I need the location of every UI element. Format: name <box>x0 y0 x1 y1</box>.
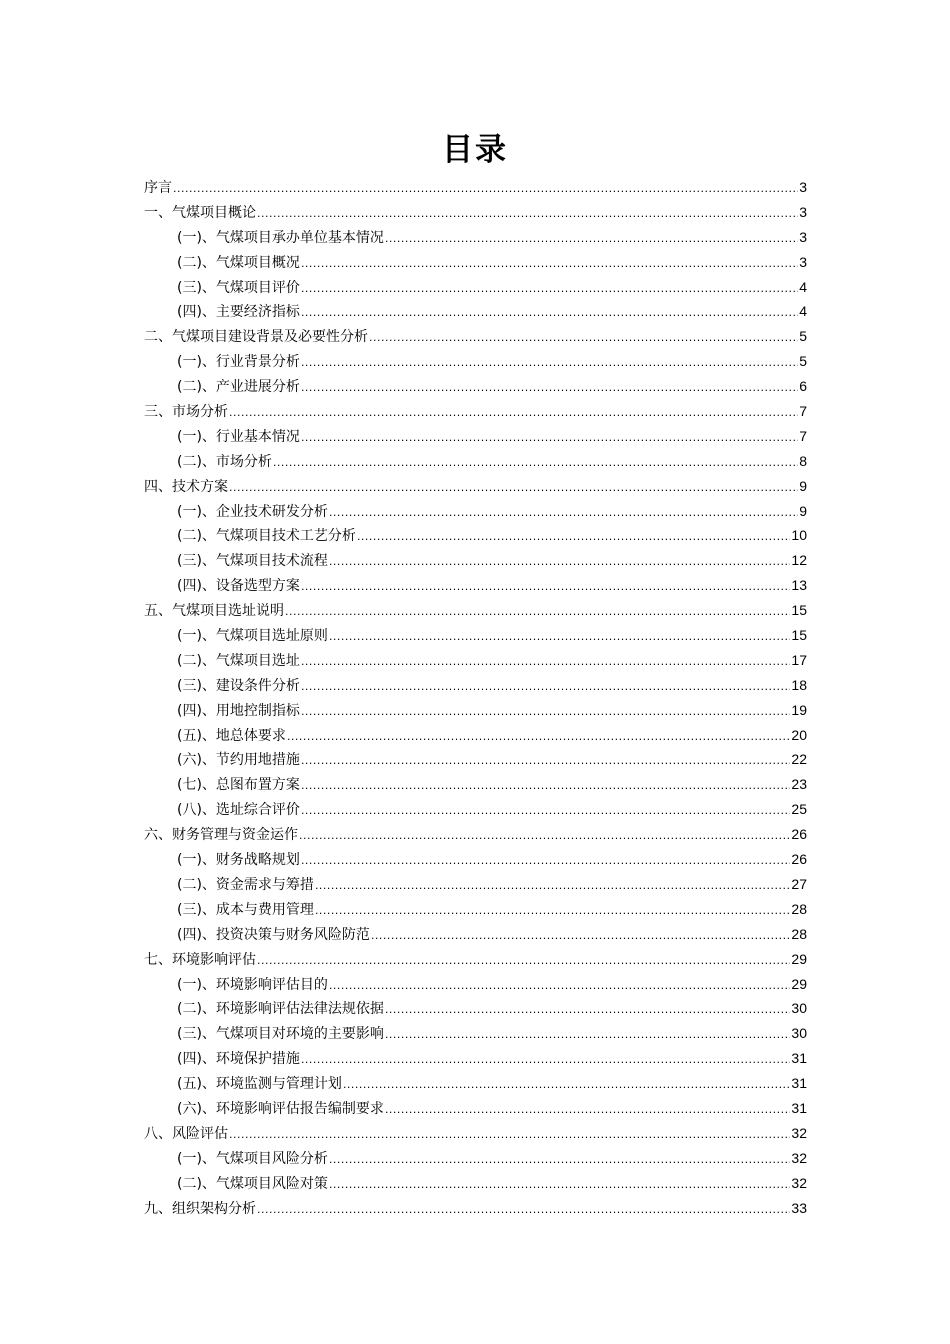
toc-section-entry[interactable] <box>144 1171 807 1196</box>
toc-dot-leader <box>229 1123 790 1148</box>
toc-entry-label: 七、环境影响评估 <box>144 951 256 968</box>
toc-dot-leader <box>301 376 798 401</box>
toc-dot-leader <box>229 476 798 501</box>
toc-page-number: 28 <box>791 925 807 942</box>
toc-section-entry[interactable] <box>144 250 807 275</box>
toc-dot-leader <box>285 600 790 625</box>
toc-entry-label: (三)、成本与费用管理 <box>177 901 314 918</box>
toc-entry-label: (二)、产业进展分析 <box>177 379 300 396</box>
toc-entry-label: (二)、环境影响评估法律法规依据 <box>177 1001 384 1018</box>
toc-entry-label: (四)、用地控制指标 <box>177 702 300 719</box>
toc-chapter-entry[interactable] <box>144 598 807 623</box>
toc-section-entry[interactable] <box>144 1046 807 1071</box>
toc-page-number: 31 <box>791 1099 807 1116</box>
toc-entry-label: (三)、建设条件分析 <box>177 677 300 694</box>
toc-entry-label: (二)、资金需求与筹措 <box>177 876 314 893</box>
toc-entry-label: (一)、气煤项目选址原则 <box>177 628 328 645</box>
toc-page-number: 29 <box>791 975 807 992</box>
toc-entry-label: (一)、企业技术研发分析 <box>177 503 328 520</box>
toc-chapter-entry[interactable] <box>144 175 807 200</box>
toc-page-number: 29 <box>791 950 807 967</box>
toc-section-entry[interactable] <box>144 772 807 797</box>
toc-dot-leader <box>273 451 798 476</box>
toc-page-number: 3 <box>799 203 807 220</box>
toc-dot-leader <box>329 550 790 575</box>
toc-page-number: 15 <box>791 602 807 619</box>
toc-section-entry[interactable] <box>144 698 807 723</box>
toc-page-number: 33 <box>791 1199 807 1216</box>
toc-entry-label: (四)、投资决策与财务风险防范 <box>177 926 370 943</box>
toc-section-entry[interactable] <box>144 523 807 548</box>
toc-entry-label: (三)、气煤项目对环境的主要影响 <box>177 1026 384 1043</box>
toc-page-number: 30 <box>791 1000 807 1017</box>
toc-page-number: 26 <box>791 826 807 843</box>
toc-page-number: 5 <box>799 353 807 370</box>
toc-section-entry[interactable] <box>144 847 807 872</box>
toc-entry-label: 序言 <box>144 180 172 196</box>
toc-page-number: 9 <box>799 477 807 494</box>
toc-entry-label: (四)、主要经济指标 <box>177 304 300 321</box>
toc-dot-leader <box>287 725 790 750</box>
toc-section-entry[interactable] <box>144 225 807 250</box>
toc-entry-label: (一)、环境影响评估目的 <box>177 976 328 993</box>
toc-dot-leader <box>301 799 790 824</box>
toc-dot-leader <box>229 401 798 426</box>
toc-dot-leader <box>329 974 790 999</box>
toc-section-entry[interactable] <box>144 449 807 474</box>
toc-dot-leader <box>301 1048 790 1073</box>
toc-section-entry[interactable] <box>144 1071 807 1096</box>
toc-chapter-entry[interactable] <box>144 399 807 424</box>
toc-page-number: 22 <box>791 751 807 768</box>
toc-dot-leader <box>173 177 798 202</box>
toc-entry-label: 六、财务管理与资金运作 <box>144 827 298 844</box>
toc-page-number: 23 <box>791 776 807 793</box>
toc-chapter-entry[interactable] <box>144 200 807 225</box>
toc-entry-label: (一)、财务战略规划 <box>177 852 300 869</box>
toc-dot-leader <box>301 426 798 451</box>
toc-page-number: 32 <box>791 1124 807 1141</box>
toc-page-number: 13 <box>791 577 807 594</box>
toc-section-entry[interactable] <box>144 897 807 922</box>
toc-section-entry[interactable] <box>144 1096 807 1121</box>
toc-entry-label: (一)、行业背景分析 <box>177 354 300 371</box>
toc-dot-leader <box>301 849 790 874</box>
toc-dot-leader <box>301 575 790 600</box>
toc-entry-label: 五、气煤项目选址说明 <box>144 603 284 620</box>
toc-dot-leader <box>301 774 790 799</box>
toc-page-number: 3 <box>799 228 807 245</box>
toc-page-number: 32 <box>791 1149 807 1166</box>
toc-entry-label: (二)、气煤项目概况 <box>177 254 300 271</box>
toc-entry-label: (三)、气煤项目评价 <box>177 279 300 296</box>
toc-page-number: 25 <box>791 801 807 818</box>
toc-entry-label: (二)、气煤项目风险对策 <box>177 1175 328 1192</box>
toc-entry-label: (二)、气煤项目技术工艺分析 <box>177 528 356 545</box>
toc-page-number: 17 <box>791 651 807 668</box>
toc-entry-label: 四、技术方案 <box>144 478 228 495</box>
toc-entry-label: (二)、市场分析 <box>177 453 272 470</box>
toc-page-number: 7 <box>799 427 807 444</box>
toc-entry-label: 九、组织架构分析 <box>144 1200 256 1217</box>
toc-entry-label: (八)、选址综合评价 <box>177 802 300 819</box>
toc-dot-leader <box>357 525 790 550</box>
toc-page-number: 20 <box>791 726 807 743</box>
toc-page-number: 5 <box>799 328 807 345</box>
toc-page-number: 30 <box>791 1025 807 1042</box>
toc-entry-label: (六)、环境影响评估报告编制要求 <box>177 1100 384 1117</box>
toc-page-number: 3 <box>799 253 807 270</box>
toc-page-number: 19 <box>791 701 807 718</box>
toc-dot-leader <box>385 1023 790 1048</box>
toc-dot-leader <box>329 625 790 650</box>
toc-chapter-entry[interactable] <box>144 947 807 972</box>
toc-entry-label: (二)、气煤项目选址 <box>177 652 300 669</box>
toc-section-entry[interactable] <box>144 299 807 324</box>
toc-page-number: 6 <box>799 378 807 395</box>
toc-section-entry[interactable] <box>144 573 807 598</box>
toc-chapter-entry[interactable] <box>144 1196 807 1221</box>
toc-section-entry[interactable] <box>144 499 807 524</box>
toc-dot-leader <box>257 1198 790 1223</box>
toc-page-number: 7 <box>799 403 807 420</box>
toc-dot-leader <box>315 874 790 899</box>
toc-page-number: 18 <box>791 676 807 693</box>
toc-section-entry[interactable] <box>144 548 807 573</box>
toc-dot-leader <box>385 1098 790 1123</box>
toc-page-number: 4 <box>799 278 807 295</box>
toc-section-entry[interactable] <box>144 747 807 772</box>
toc-entry-label: (七)、总图布置方案 <box>177 777 300 794</box>
toc-entry-label: (六)、节约用地措施 <box>177 752 300 769</box>
toc-dot-leader <box>301 252 798 277</box>
toc-entry-label: (一)、气煤项目风险分析 <box>177 1150 328 1167</box>
toc-section-entry[interactable] <box>144 922 807 947</box>
toc-dot-leader <box>299 824 790 849</box>
toc-chapter-entry[interactable] <box>144 324 807 349</box>
toc-page-number: 31 <box>791 1050 807 1067</box>
toc-section-entry[interactable] <box>144 1021 807 1046</box>
toc-entry-label: (四)、设备选型方案 <box>177 578 300 595</box>
toc-dot-leader <box>301 351 798 376</box>
toc-dot-leader <box>343 1073 790 1098</box>
toc-page-number: 26 <box>791 851 807 868</box>
toc-dot-leader <box>301 675 790 700</box>
toc-section-entry[interactable] <box>144 1146 807 1171</box>
toc-entry-label: 二、气煤项目建设背景及必要性分析 <box>144 329 368 346</box>
toc-entry-label: 八、风险评估 <box>144 1125 228 1142</box>
toc-page-number: 9 <box>799 502 807 519</box>
toc-dot-leader <box>301 700 790 725</box>
toc-section-entry[interactable] <box>144 797 807 822</box>
toc-section-entry[interactable] <box>144 275 807 300</box>
toc-page-number: 12 <box>791 552 807 569</box>
toc-entry-label: (三)、气煤项目技术流程 <box>177 553 328 570</box>
toc-section-entry[interactable] <box>144 673 807 698</box>
toc-page-number: 8 <box>799 452 807 469</box>
toc-dot-leader <box>257 949 790 974</box>
toc-dot-leader <box>301 301 798 326</box>
toc-dot-leader <box>385 227 798 252</box>
toc-dot-leader <box>301 277 798 302</box>
toc-section-entry[interactable] <box>144 349 807 374</box>
toc-dot-leader <box>371 924 790 949</box>
toc-page-number: 32 <box>791 1174 807 1191</box>
toc-chapter-entry[interactable] <box>144 822 807 847</box>
toc-section-entry[interactable] <box>144 972 807 997</box>
toc-chapter-entry[interactable] <box>144 1121 807 1146</box>
toc-section-entry[interactable] <box>144 723 807 748</box>
toc-entry-label: (四)、环境保护措施 <box>177 1051 300 1068</box>
toc-page-number: 3 <box>799 179 807 195</box>
toc-entry-label: (五)、环境监测与管理计划 <box>177 1076 342 1093</box>
toc-entry-label: (一)、气煤项目承办单位基本情况 <box>177 229 384 246</box>
toc-section-entry[interactable] <box>144 374 807 399</box>
toc-page-number: 27 <box>791 875 807 892</box>
toc-dot-leader <box>257 202 798 227</box>
toc-dot-leader <box>329 501 798 526</box>
toc-section-entry[interactable] <box>144 996 807 1021</box>
toc-dot-leader <box>301 749 790 774</box>
toc-entry-label: 一、气煤项目概论 <box>144 204 256 221</box>
toc-section-entry[interactable] <box>144 424 807 449</box>
toc-section-entry[interactable] <box>144 872 807 897</box>
toc-entry-label: (五)、地总体要求 <box>177 727 286 744</box>
toc-section-entry[interactable] <box>144 623 807 648</box>
toc-chapter-entry[interactable] <box>144 474 807 499</box>
toc-dot-leader <box>315 899 790 924</box>
toc-dot-leader <box>301 650 790 675</box>
toc-entry-label: 三、市场分析 <box>144 404 228 421</box>
toc-entry-label: (一)、行业基本情况 <box>177 428 300 445</box>
toc-dot-leader <box>329 1173 790 1198</box>
toc-page-number: 31 <box>791 1075 807 1092</box>
toc-page-number: 4 <box>799 303 807 320</box>
toc-dot-leader <box>369 326 798 351</box>
page-title: 目录 <box>442 132 508 168</box>
toc-page-number: 10 <box>791 527 807 544</box>
toc-page-number: 15 <box>791 627 807 644</box>
toc-dot-leader <box>385 998 790 1023</box>
table-of-contents <box>144 175 807 1220</box>
toc-section-entry[interactable] <box>144 648 807 673</box>
toc-page-number: 28 <box>791 900 807 917</box>
toc-dot-leader <box>329 1148 790 1173</box>
